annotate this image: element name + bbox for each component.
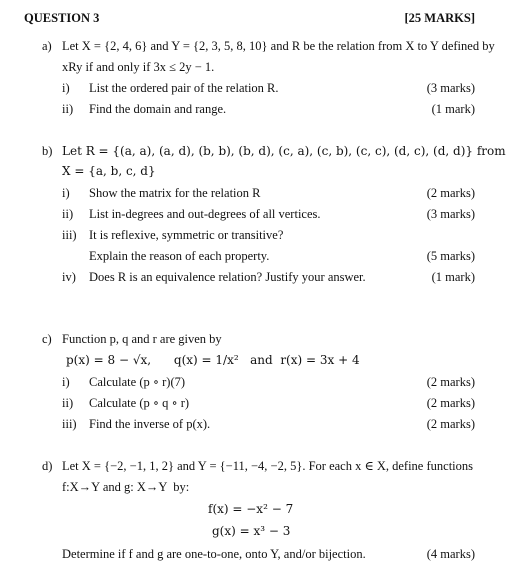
part-b-item-3 bbox=[62, 227, 283, 243]
part-b-item-3-explain: Explain the reason of each property. bbox=[89, 249, 270, 263]
part-c-item-3-marks: (2 marks) bbox=[426, 417, 475, 431]
part-a-item-1-marks: (3 marks) bbox=[426, 81, 475, 95]
part-c-item-1 bbox=[62, 374, 185, 390]
part-b-item-4 bbox=[62, 269, 366, 285]
item-text: List in-degrees and out-degrees of all vertices. bbox=[89, 207, 321, 221]
item-number: i) bbox=[62, 375, 70, 389]
part-d-label: d) bbox=[42, 459, 53, 473]
item-number: ii) bbox=[62, 396, 74, 410]
part-a-item-1 bbox=[62, 80, 279, 96]
part-c-functions: p(x) = 8 − √x, q(x) = 1/x² and r(x) = 3x + 4 bbox=[66, 353, 360, 367]
item-number: iii) bbox=[62, 228, 77, 242]
part-a-item-2 bbox=[62, 101, 226, 117]
question-title: QUESTION 3 bbox=[24, 11, 100, 25]
part-a-statement: Let X = {2, 4, 6} and Y = {2, 3, 5, 8, 10} and R be the relation from X to Y defined by bbox=[62, 39, 495, 53]
item-text: List the ordered pair of the relation R. bbox=[89, 81, 279, 95]
item-number: i) bbox=[62, 186, 70, 200]
function-g: g(x) = x³ − 3 bbox=[212, 524, 291, 538]
part-b-item-3-marks: (5 marks) bbox=[426, 249, 475, 263]
part-c-item-2 bbox=[62, 395, 189, 411]
part-b-item-4-marks: (1 mark) bbox=[431, 270, 475, 284]
part-b-item-2-marks: (3 marks) bbox=[426, 207, 475, 221]
item-text: Find the domain and range. bbox=[89, 102, 227, 116]
part-b-label: b) bbox=[42, 144, 53, 158]
part-c-item-1-marks: (2 marks) bbox=[426, 375, 475, 389]
item-number: ii) bbox=[62, 102, 74, 116]
item-text: Calculate (p ∘ r)(7) bbox=[89, 375, 186, 389]
function-f: f(x) = −x² − 7 bbox=[208, 502, 294, 516]
part-b-statement: Let R = {(a, a), (a, d), (b, b), (b, d), (c, a), (c, b), (c, c), (d, c), (d, d)} from bbox=[62, 144, 506, 158]
part-c-line1 bbox=[42, 331, 222, 347]
part-d-line2: f:X→Y and g: X→Y by: bbox=[62, 480, 190, 494]
item-text: It is reflexive, symmetric or transitive? bbox=[89, 228, 284, 242]
part-c-label: c) bbox=[42, 332, 52, 346]
part-b-line1 bbox=[42, 143, 506, 159]
part-b-item-1-marks: (2 marks) bbox=[426, 186, 475, 200]
part-b-line2: X = {a, b, c, d} bbox=[62, 164, 156, 178]
part-d-question: Determine if f and g are one-to-one, onto Y, and/or bijection. bbox=[62, 547, 366, 561]
part-a-item-2-marks: (1 mark) bbox=[431, 102, 475, 116]
part-c-item-2-marks: (2 marks) bbox=[426, 396, 475, 410]
part-a-line1 bbox=[42, 38, 495, 54]
item-number: iv) bbox=[62, 270, 76, 284]
item-number: ii) bbox=[62, 207, 74, 221]
item-text: Does R is an equivalence relation? Justify your answer. bbox=[89, 270, 366, 284]
total-marks: [25 MARKS] bbox=[404, 11, 475, 25]
part-b-item-2 bbox=[62, 206, 321, 222]
part-b-item-1 bbox=[62, 185, 261, 201]
part-c-statement: Function p, q and r are given by bbox=[62, 332, 222, 346]
item-number: i) bbox=[62, 81, 70, 95]
part-a-line2: xRy if and only if 3x ≤ 2y − 1. bbox=[62, 60, 215, 74]
part-d-statement: Let X = {−2, −1, 1, 2} and Y = {−11, −4, −2, 5}. For each x ∈ X, define functions bbox=[62, 459, 474, 473]
item-text: Calculate (p ∘ q ∘ r) bbox=[89, 396, 190, 410]
item-number: iii) bbox=[62, 417, 77, 431]
item-text: Show the matrix for the relation R bbox=[89, 186, 261, 200]
part-d-line1 bbox=[42, 458, 473, 474]
part-a-label: a) bbox=[42, 39, 52, 53]
part-c-item-3 bbox=[62, 416, 210, 432]
part-d-marks: (4 marks) bbox=[426, 547, 475, 561]
item-text: Find the inverse of p(x). bbox=[89, 417, 211, 431]
